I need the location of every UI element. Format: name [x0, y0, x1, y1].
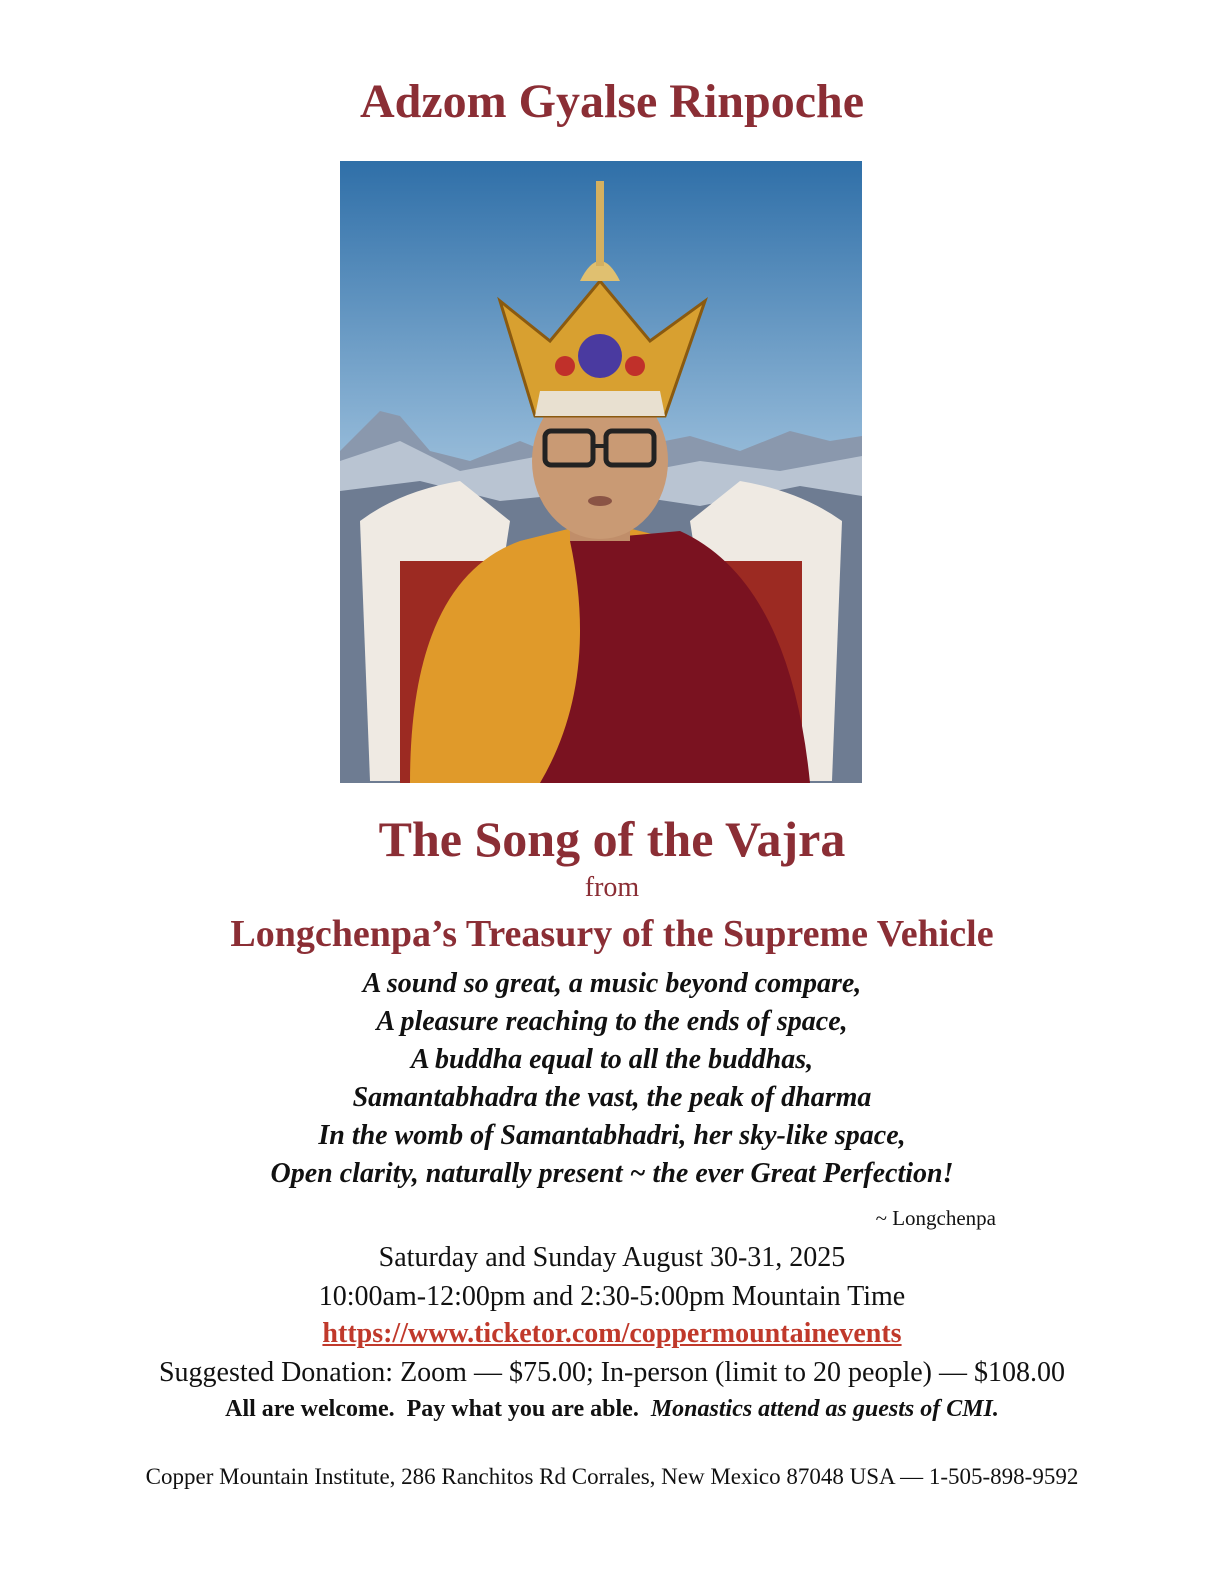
welcome-line: [0, 1396, 1224, 1423]
teaching-title: The Song of the Vajra: [378, 811, 846, 867]
footer-address: Copper Mountain Institute, 286 Ranchitos Rd Corrales, New Mexico 87048 USA — 1-505-898-9592: [145, 1464, 1079, 1489]
monastics-note: Monastics attend as guests of CMI.: [650, 1396, 999, 1422]
poem-line: In the womb of Samantabhadri, her sky-like space,: [318, 1120, 906, 1151]
poem-attribution: ~ Longchenpa: [875, 1206, 996, 1230]
event-dates: Saturday and Sunday August 30-31, 2025: [378, 1242, 846, 1273]
poem-line: A pleasure reaching to the ends of space,: [376, 1006, 848, 1037]
portrait-photo: [340, 161, 862, 783]
donation-info: Suggested Donation: Zoom — $75.00; In-person (limit to 20 people) — $108.00: [158, 1357, 1065, 1388]
event-times: 10:00am-12:00pm and 2:30-5:00pm Mountain Time: [318, 1281, 906, 1312]
page-title: Adzom Gyalse Rinpoche: [360, 75, 864, 128]
teaching-source: Longchenpa’s Treasury of the Supreme Vehicle: [230, 913, 994, 955]
welcome-text: All are welcome. Pay what you are able.: [225, 1396, 639, 1422]
poem-line: A buddha equal to all the buddhas,: [410, 1044, 814, 1075]
poem-line: Samantabhadra the vast, the peak of dharma: [352, 1082, 872, 1113]
ticket-link[interactable]: https://www.ticketor.com/coppermountainevents: [322, 1318, 902, 1349]
teaching-from: from: [584, 872, 640, 903]
poem-line: A sound so great, a music beyond compare,: [362, 968, 862, 999]
poem-line: Open clarity, naturally present ~ the ever Great Perfection!: [270, 1158, 954, 1189]
